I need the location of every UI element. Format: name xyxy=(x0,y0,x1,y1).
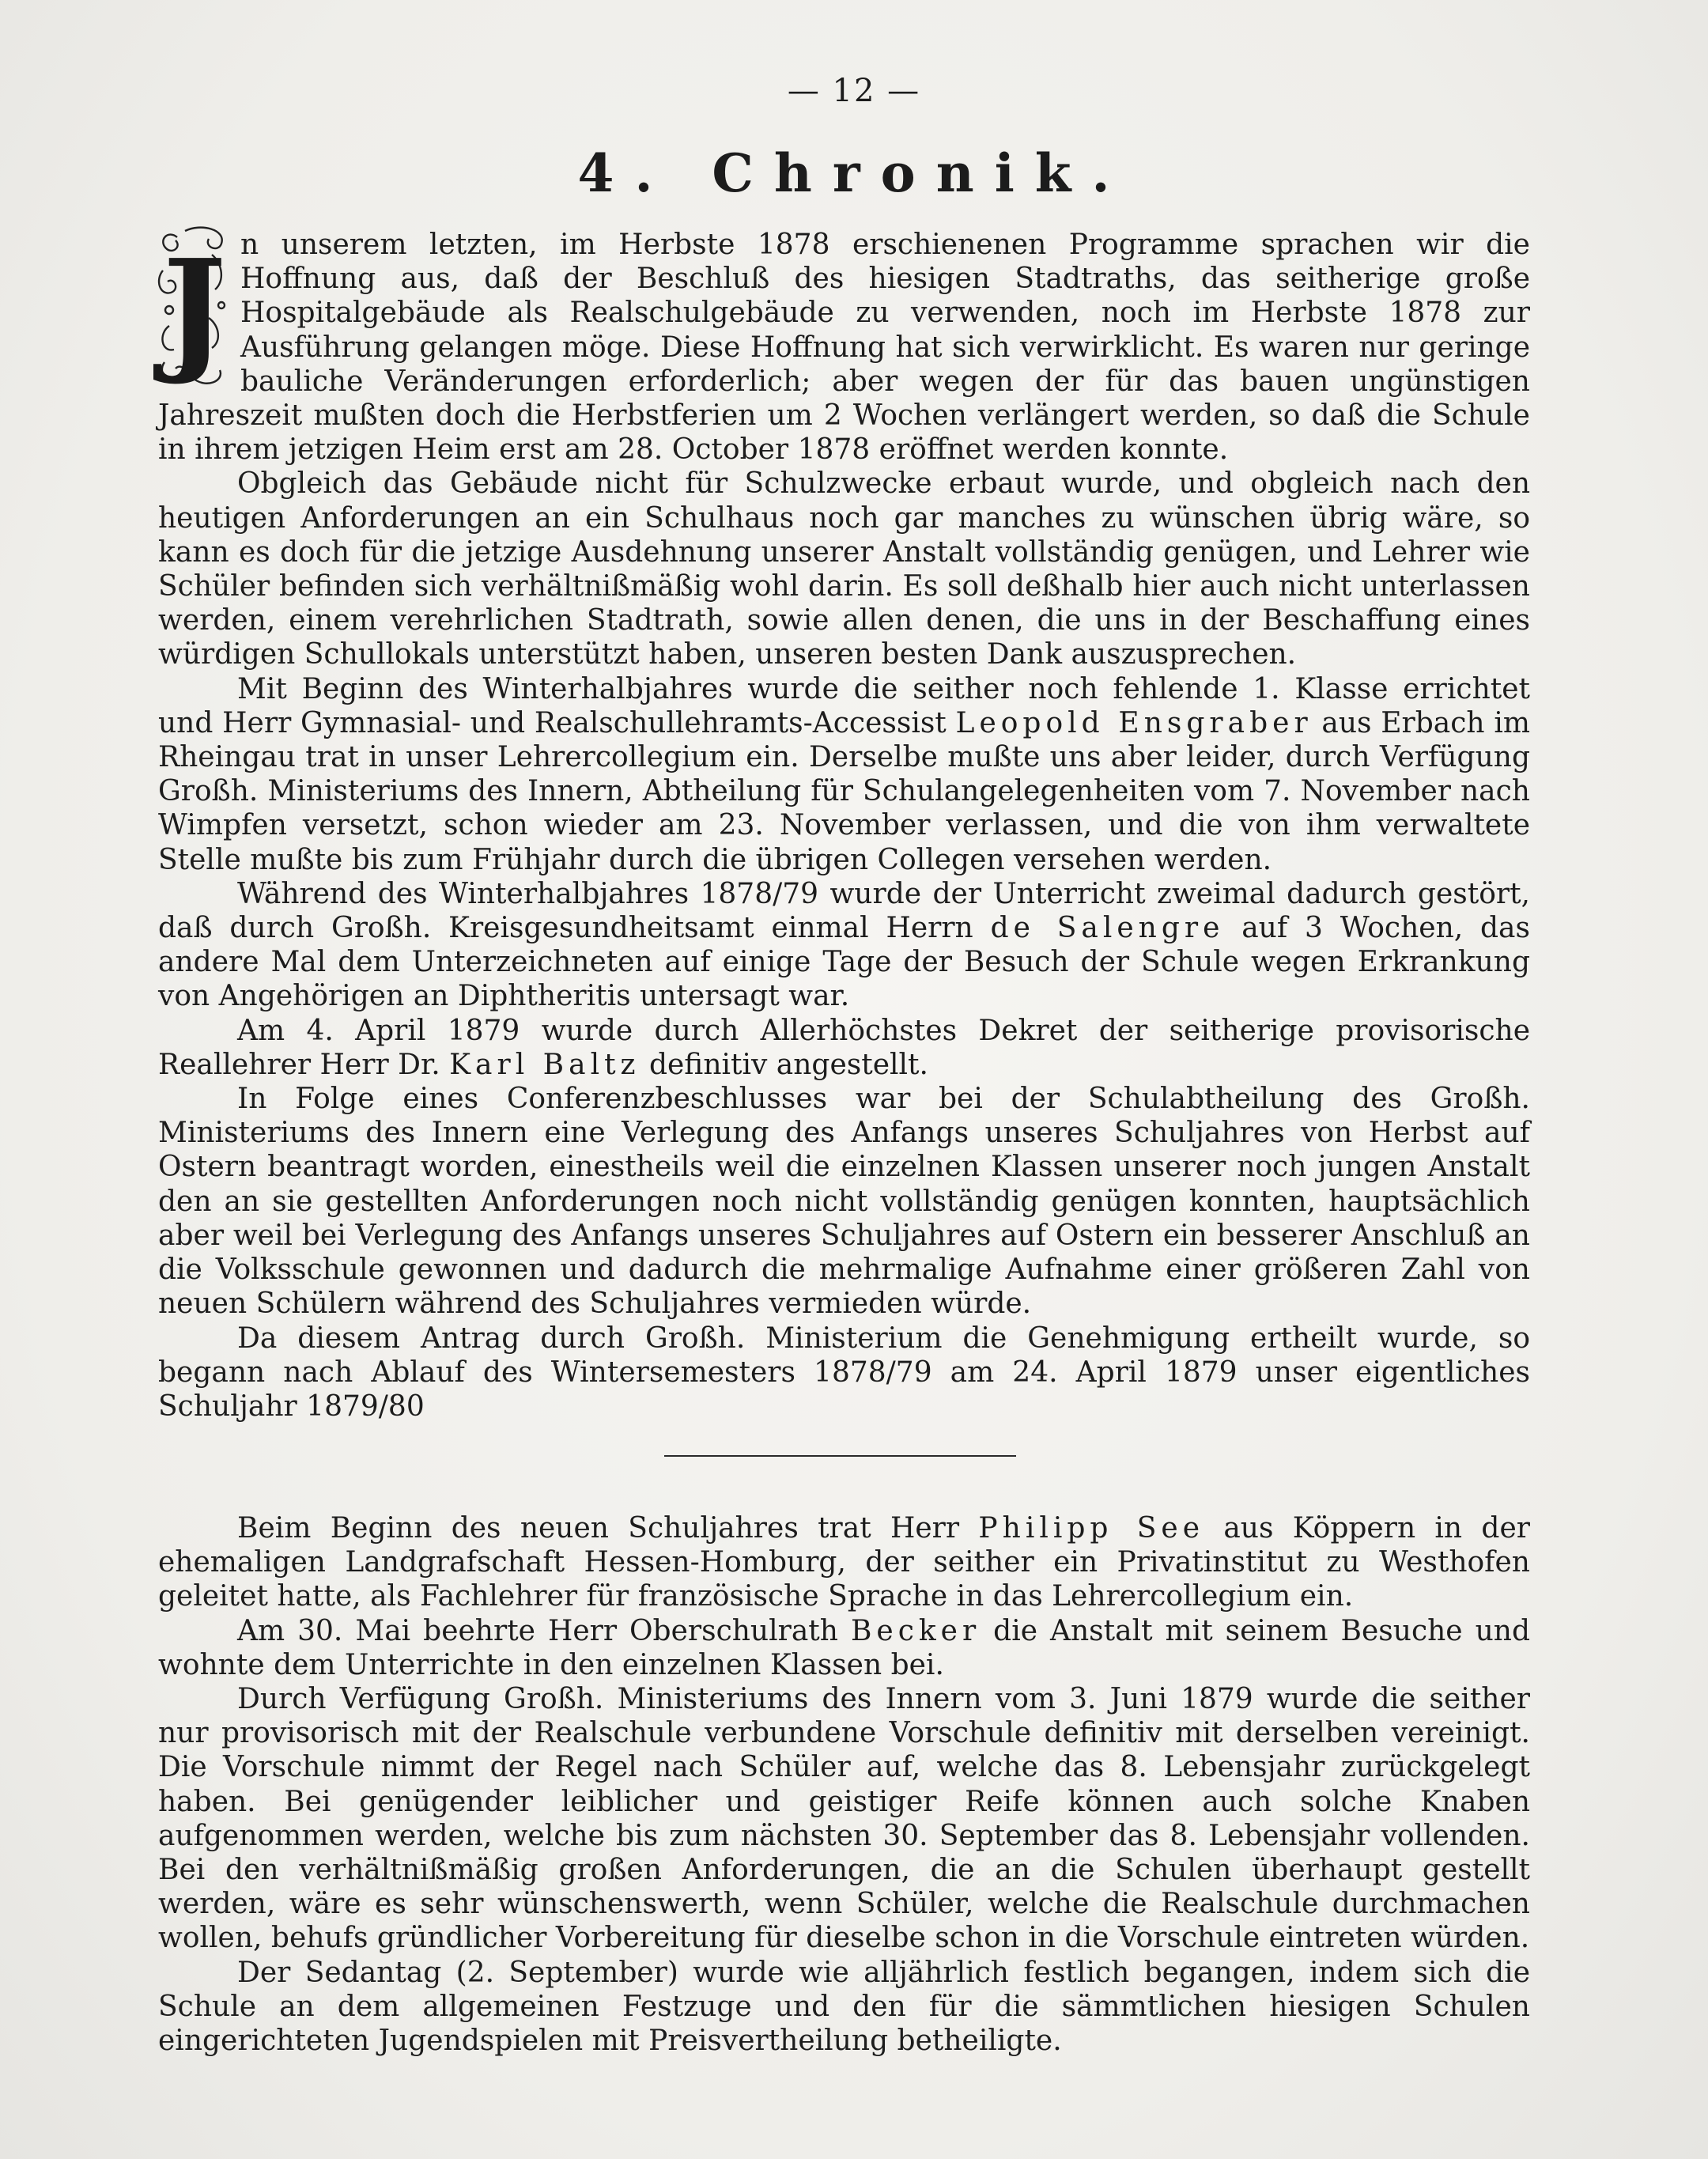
chapter-title: 4. Chronik. xyxy=(577,142,1131,204)
paragraph-text: Am 4. April 1879 wurde durch Allerhöchstes Dekret der seitherige provisorische Reallehrer Herr Dr. xyxy=(158,1014,1530,1081)
person-name: Becker xyxy=(850,1614,981,1647)
person-name: Philipp See xyxy=(978,1512,1205,1545)
paragraph-text: aus Köppern in der ehemaligen Landgrafschaft Hessen-Homburg, der seither ein Privatinstitut zu Westhofen geleitet hatte, als Fachlehrer für französische Sprache in das Lehrercollegium ein. xyxy=(158,1512,1530,1613)
paragraph: Durch Verfügung Großh. Ministeriums des Innern vom 3. Juni 1879 wurde die seither nur provisorisch mit der Realschule verbundene Vorschule definitiv mit derselben vereinigt. Die Vorschule nimmt der Regel nach Schüler auf, welche das 8. Lebensjahr zurückgelegt haben. Bei genügender leiblicher und geistiger Reife können auch solche Knaben aufgenommen werden, welche bis zum nächsten 30. September das 8. Lebensjahr vollenden. Bei den verhältnißmäßig großen Anforderungen, die an die Schulen überhaupt gestellt werden, wäre es sehr wünschenswerth, wenn Schüler, welche die Realschule durchmachen wollen, behufs gründlicher Vorbereitung für dieselbe schon in die Vorschule eintreten würden. xyxy=(158,1683,1530,1955)
paragraph: Der Sedantag (2. September) wurde wie alljährlich festlich begangen, indem sich die Schule an dem allgemeinen Festzuge und den für die sämmtlichen hiesigen Schulen eingerichteten Jugendspielen mit Preisvertheilung betheiligte. xyxy=(158,1956,1530,2058)
paragraph xyxy=(158,1614,1530,1682)
paragraph-opening xyxy=(158,228,1530,467)
paragraph xyxy=(158,1511,1530,1614)
paragraph xyxy=(158,672,1530,877)
paragraph: Da diesem Antrag durch Großh. Ministerium die Genehmigung ertheilt wurde, so begann nach Ablauf des Wintersemesters 1878/79 am 24. April 1879 unser eigentliches Schuljahr 1879/80 xyxy=(158,1321,1530,1423)
paragraph: In Folge eines Conferenzbeschlusses war bei der Schulabtheilung des Großh. Ministeriums des Innern eine Verlegung des Anfangs unseres Schuljahres von Herbst auf Ostern beantragt worden, einestheils weil die einzelnen Klassen unserer noch jungen Anstalt den an sie gestellten Anforderungen noch nicht vollständig genügen konnten, hauptsächlich aber weil bei Verlegung des Anfangs unseres Schuljahres auf Ostern ein besserer Anschluß an die Volksschule gewonnen und dadurch die mehrmalige Aufnahme einer größeren Zahl von neuen Schülern während des Schuljahres vermieden würde. xyxy=(158,1083,1530,1321)
paragraph-text: Mit Beginn des Winterhalbjahres wurde die seither noch fehlende 1. Klasse errichtet und Herr Gymnasial- und Realschullehramts-Accessist xyxy=(158,672,1530,739)
chronicle-section-1 xyxy=(158,228,1530,1424)
section-divider xyxy=(664,1455,1016,1457)
paragraph xyxy=(158,877,1530,1014)
paragraph-text: Während des Winterhalbjahres 1878/79 wurde der Unterricht zweimal dadurch gestört, daß durch Großh. Kreisgesundheitsamt einmal Herrn xyxy=(158,877,1530,945)
paragraph-text: definitiv angestellt. xyxy=(640,1048,928,1081)
paragraph-text: n unserem letzten, im Herbste 1878 erschienenen Programme sprachen wir die Hoffnung aus, daß der Beschluß des hiesigen Stadtraths, das seitherige große Hospitalgebäude als Realschulgebäude zu verwenden, noch im Herbste 1878 zur Ausführung gelangen möge. Diese Hoffnung hat sich verwirklicht. Es waren nur geringe bauliche Veränderungen erforderlich; aber wegen der für das bauen ungünstigen Jahreszeit mußten doch die Herbstferien um 2 Wochen verlängert werden, so daß die Schule in ihrem jetzigen Heim erst am 28. October 1878 eröffnet werden konnte. xyxy=(158,229,1530,467)
paragraph-text: Am 30. Mai beehrte Herr Oberschulrath xyxy=(237,1614,851,1647)
paragraph: Obgleich das Gebäude nicht für Schulzwecke erbaut wurde, und obgleich nach den heutigen Anforderungen an ein Schulhaus noch gar manches zu wünschen übrig wäre, so kann es doch für die jetzige Ausdehnung unserer Anstalt vollständig genügen, und Lehrer wie Schüler befinden sich verhältnißmäßig wohl darin. Es soll deßhalb hier auch nicht unterlassen werden, einem verehrlichen Stadtrath, sowie allen denen, die uns in der Beschaffung eines würdigen Schullokals unterstützt haben, unseren besten Dank auszusprechen. xyxy=(158,467,1530,671)
person-name: Leopold Ensgraber xyxy=(955,706,1313,739)
chronicle-section-2 xyxy=(158,1511,1530,2058)
person-name: de Salengre xyxy=(990,912,1225,945)
paragraph-text: aus Erbach im Rheingau trat in unser Lehrercollegium ein. Derselbe mußte uns aber leider, durch Verfügung Großh. Ministeriums des Innern, Abtheilung für Schulangelegenheiten vom 7. November nach Wimpfen versetzt, schon wieder am 23. November verlassen, und die von ihm verwaltete Stelle mußte bis zum Frühjahr durch die übrigen Collegen versehen werden. xyxy=(158,706,1530,876)
person-name: Karl Baltz xyxy=(449,1048,640,1081)
ornamental-initial-icon xyxy=(153,223,232,391)
paragraph-text: auf 3 Wochen, das andere Mal dem Unterzeichneten auf einige Tage der Besuch der Schule wegen Erkrankung von Angehörigen an Diphtheritis untersagt war. xyxy=(158,912,1530,1013)
paragraph-text: Beim Beginn des neuen Schuljahres trat Herr xyxy=(237,1512,979,1545)
paragraph-text: die Anstalt mit seinem Besuche und wohnte dem Unterrichte in den einzelnen Klassen bei. xyxy=(158,1614,1530,1681)
drop-cap-letter: J xyxy=(162,230,227,388)
page-number: — 12 — xyxy=(787,73,921,109)
paragraph xyxy=(158,1014,1530,1082)
